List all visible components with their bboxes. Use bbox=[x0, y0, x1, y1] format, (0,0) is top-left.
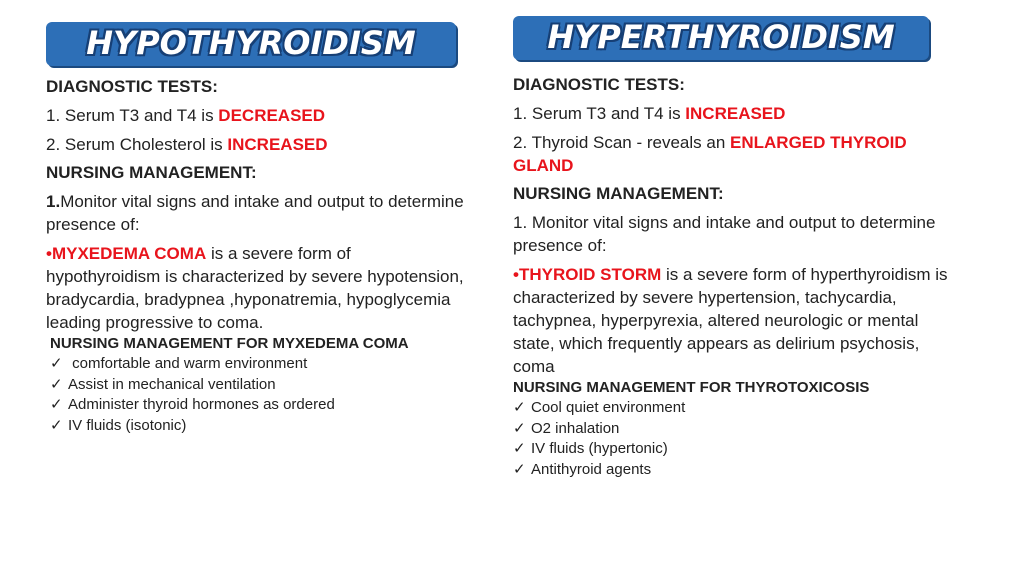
bullet-mark: • bbox=[513, 265, 519, 284]
check-icon: ✓ bbox=[513, 440, 526, 457]
hypothyroidism-title-banner bbox=[46, 22, 456, 66]
left-check-item: ✓ Assist in mechanical ventilation bbox=[50, 375, 466, 396]
right-nursing-heading: NURSING MANAGEMENT: bbox=[513, 184, 724, 203]
right-check-item: ✓ O2 inhalation bbox=[513, 419, 953, 440]
left-nursing-heading: NURSING MANAGEMENT: bbox=[46, 163, 257, 182]
right-test-2-value: ENLARGED THYROID GLAND bbox=[513, 133, 907, 175]
left-test-2-value: INCREASED bbox=[227, 135, 328, 154]
check-icon: ✓ bbox=[513, 460, 526, 478]
right-sub-heading: NURSING MANAGEMENT FOR THYROTOXICOSIS bbox=[513, 379, 870, 396]
left-diagnostic-heading: DIAGNOSTIC TESTS: bbox=[46, 77, 218, 96]
check-icon: ✓ bbox=[50, 396, 63, 413]
left-test-1: 1. Serum T3 and T4 is DECREASED bbox=[46, 106, 326, 125]
myxedema-coma-term: MYXEDEMA COMA bbox=[51, 244, 207, 263]
check-icon: ✓ bbox=[513, 419, 526, 437]
bullet-mark: • bbox=[46, 244, 52, 263]
hyperthyroidism-title: HYPERTHYROIDISM bbox=[547, 18, 895, 56]
left-check-item: ✓ Administer thyroid hormones as ordered bbox=[50, 395, 466, 416]
right-check-item: ✓ Antithyroid agents bbox=[513, 460, 953, 481]
hyperthyroidism-title-banner bbox=[513, 16, 929, 60]
right-check-item: ✓ Cool quiet environment bbox=[513, 398, 953, 419]
right-nursing-item-1: 1. Monitor vital signs and intake and output to determine presence of: bbox=[513, 213, 936, 255]
left-check-item: ✓ comfortable and warm environment bbox=[50, 354, 466, 375]
left-test-2: 2. Serum Cholesterol is INCREASED bbox=[46, 135, 328, 154]
hyperthyroidism-column bbox=[513, 16, 953, 480]
hypothyroidism-title: HYPOTHYROIDISM bbox=[86, 24, 416, 62]
myxedema-coma-paragraph: •MYXEDEMA COMA is a severe form of hypothyroidism is characterized by severe hypotension, bradycardia, bradypnea ,hyponatremia, hypoglycemia leading progressive to coma. bbox=[46, 244, 464, 332]
check-icon: ✓ bbox=[513, 399, 526, 416]
left-check-item: ✓ IV fluids (isotonic) bbox=[50, 416, 466, 437]
left-test-1-value: DECREASED bbox=[218, 106, 326, 125]
thyroid-storm-term: THYROID STORM bbox=[518, 265, 662, 284]
right-check-item: ✓ IV fluids (hypertonic) bbox=[513, 439, 953, 460]
check-icon: ✓ bbox=[50, 355, 63, 372]
check-icon: ✓ bbox=[50, 375, 63, 393]
check-icon: ✓ bbox=[50, 416, 63, 434]
left-nursing-item-1: 1.Monitor vital signs and intake and output to determine presence of: bbox=[46, 192, 464, 234]
right-test-1-value: INCREASED bbox=[685, 104, 786, 123]
left-sub-heading: NURSING MANAGEMENT FOR MYXEDEMA COMA bbox=[50, 335, 409, 352]
right-diagnostic-heading: DIAGNOSTIC TESTS: bbox=[513, 75, 685, 94]
right-test-2: 2. Thyroid Scan - reveals an ENLARGED THYROID GLAND bbox=[513, 133, 907, 175]
thyroid-storm-paragraph: •THYROID STORM is a severe form of hyperthyroidism is characterized by severe hypertension, tachycardia, tachypnea, hyperpyrexia, altered neurologic or mental state, which frequently appears as delirium psychosis, coma bbox=[513, 265, 948, 376]
hypothyroidism-column bbox=[46, 22, 466, 436]
right-test-1: 1. Serum T3 and T4 is INCREASED bbox=[513, 104, 786, 123]
